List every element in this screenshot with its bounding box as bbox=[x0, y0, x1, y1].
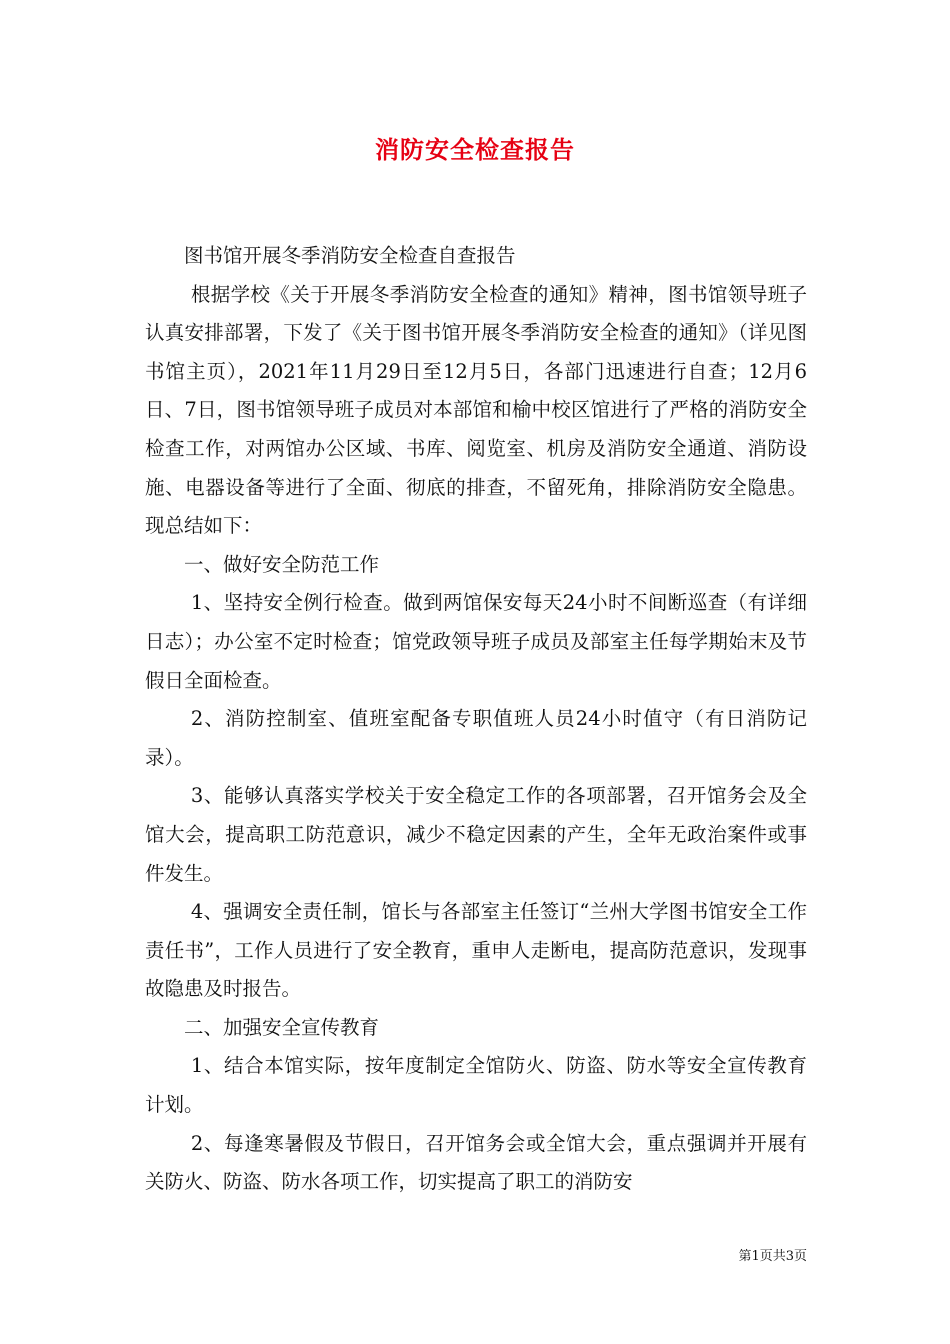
paragraph-item-1-3: 3、能够认真落实学校关于安全稳定工作的各项部署，召开馆务会及全馆大会，提高职工防范意识，减少不稳定因素的产生，全年无政治案件或事件发生。 bbox=[145, 784, 807, 885]
document-title: 消防安全检查报告 bbox=[375, 135, 575, 164]
paragraph-item-1-1: 1、坚持安全例行检查。做到两馆保安每天24小时不间断巡查（有详细日志）；办公室不定时检查；馆党政领导班子成员及部室主任每学期始末及节假日全面检查。 bbox=[145, 591, 807, 692]
document-body bbox=[145, 237, 807, 1202]
paragraph-item-1-4: 4、强调安全责任制，馆长与各部室主任签订“兰州大学图书馆安全工作责任书”，工作人员进行了安全教育，重申人走断电，提高防范意识，发现事故隐患及时报告。 bbox=[145, 900, 807, 1001]
paragraph-item-1-2: 2、消防控制室、值班室配备专职值班人员24小时值守（有日消防记录）。 bbox=[145, 707, 807, 769]
paragraph-item-2-1: 1、结合本馆实际，按年度制定全馆防火、防盗、防水等安全宣传教育计划。 bbox=[145, 1054, 807, 1117]
paragraph-item-2-2: 2、每逢寒暑假及节假日，召开馆务会或全馆大会，重点强调并开展有关防火、防盗、防水各项工作，切实提高了职工的消防安 bbox=[145, 1131, 807, 1194]
section-heading-1: 一、做好安全防范工作 bbox=[184, 552, 380, 576]
section-heading-2: 二、加强安全宣传教育 bbox=[184, 1015, 380, 1039]
paragraph-intro: 根据学校《关于开展冬季消防安全检查的通知》精神，图书馆领导班子认真安排部署，下发了《关于图书馆开展冬季消防安全检查的通知》（详见图书馆主页），2021年11月29日至12月5日，各部门迅速进行自查；12月6日、7日，图书馆领导班子成员对本部馆和榆中校区馆进行了严格的消防安全检查工作，对两馆办公区域、书库、阅览室、机房及消防安全通道、消防设施、电器设备等进行了全面、彻底的排查，不留死角，排除消防安全隐患。现总结如下： bbox=[145, 282, 807, 538]
paragraph-subtitle: 图书馆开展冬季消防安全检查自查报告 bbox=[184, 244, 516, 267]
page-number-footer: 第1页共3页 bbox=[738, 1249, 807, 1264]
